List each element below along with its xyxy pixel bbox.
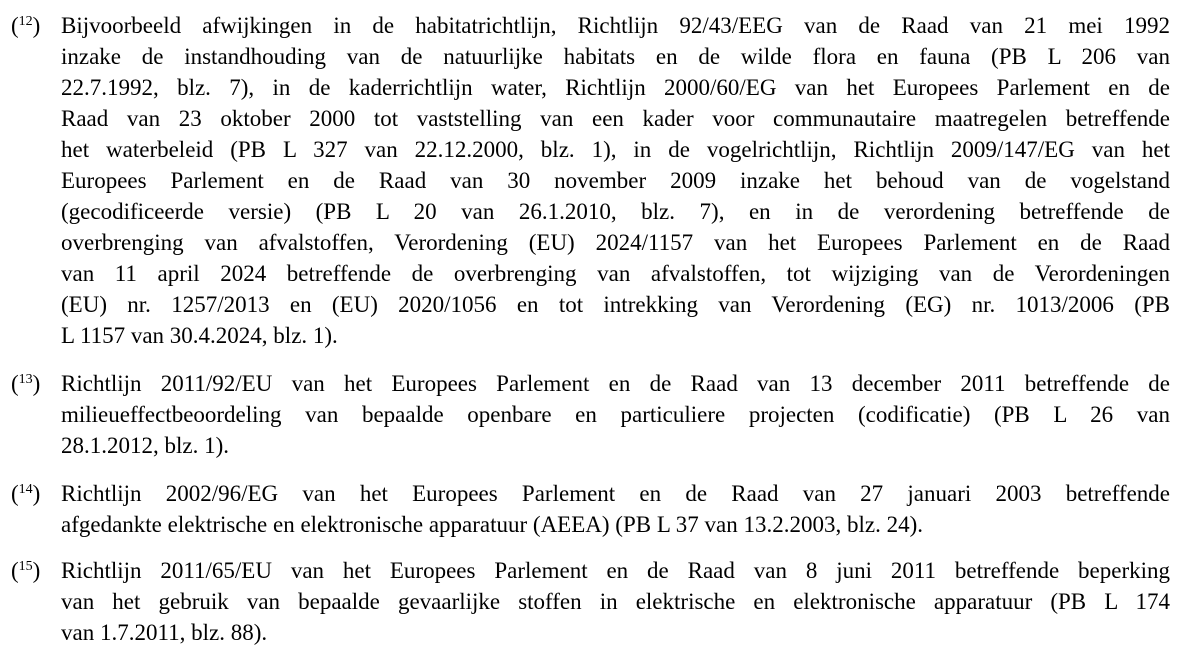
- footnote-number: 14: [18, 482, 33, 497]
- footnote-14: [0, 478, 1200, 540]
- footnote-line: inzake de instandhouding van de natuurlijke habitats en de wilde flora en fauna (PB L 206 van: [61, 44, 1170, 69]
- footnote-marker: ($^{12}$): [11, 13, 41, 38]
- footnote-text: [61, 555, 1170, 648]
- footnote-marker: ($^{14}$): [11, 481, 41, 506]
- footnote-line: Richtlijn 2011/65/EU van het Europees Parlement en de Raad van 8 juni 2011 betreffende beperking: [61, 558, 1170, 583]
- footnote-line: Europees Parlement en de Raad van 30 november 2009 inzake het behoud van de vogelstand: [61, 168, 1170, 193]
- footnote-line: Raad van 23 oktober 2000 tot vaststelling van een kader voor communautaire maatregelen betreffende: [61, 106, 1170, 131]
- footnote-line: L 1157 van 30.4.2024, blz. 1).: [61, 323, 338, 348]
- footnote-line: (EU) nr. 1257/2013 en (EU) 2020/1056 en tot intrekking van Verordening (EG) nr. 1013/2006 (PB: [61, 292, 1170, 317]
- footnote-13: [0, 368, 1200, 461]
- footnote-line: afgedankte elektrische en elektronische apparatuur (AEEA) (PB L 37 van 13.2.2003, blz. 24).: [61, 512, 923, 537]
- footnote-number: 12: [18, 14, 33, 29]
- footnote-line: van 11 april 2024 betreffende de overbrenging van afvalstoffen, tot wijziging van de Verordeningen: [61, 261, 1170, 286]
- footnote-15: [0, 555, 1200, 648]
- footnote-marker: ($^{15}$): [11, 558, 41, 583]
- footnote-line: 22.7.1992, blz. 7), in de kaderrichtlijn water, Richtlijn 2000/60/EG van het Europees Parlement en de: [61, 75, 1170, 100]
- footnote-number: 15: [18, 559, 33, 574]
- footnote-line: 28.1.2012, blz. 1).: [61, 433, 230, 458]
- footnote-line: overbrenging van afvalstoffen, Verordening (EU) 2024/1157 van het Europees Parlement en de Raad: [61, 230, 1170, 255]
- footnote-line: het waterbeleid (PB L 327 van 22.12.2000, blz. 1), in de vogelrichtlijn, Richtlijn 2009/147/EG van het: [61, 137, 1170, 162]
- footnote-text: [61, 368, 1170, 461]
- footnote-line: van 1.7.2011, blz. 88).: [61, 620, 268, 645]
- footnote-line: (gecodificeerde versie) (PB L 20 van 26.1.2010, blz. 7), en in de verordening betreffende de: [61, 199, 1170, 224]
- footnote-marker: ($^{13}$): [11, 371, 41, 396]
- footnote-line: milieueffectbeoordeling van bepaalde openbare en particuliere projecten (codificatie) (PB L 26 van: [61, 402, 1170, 427]
- footnote-line: Bijvoorbeeld afwijkingen in de habitatrichtlijn, Richtlijn 92/43/EEG van de Raad van 21 mei 1992: [61, 13, 1170, 38]
- footnote-12: [0, 10, 1200, 351]
- footnote-text: [61, 478, 1170, 540]
- footnote-number: 13: [18, 372, 33, 387]
- footnote-text: [61, 10, 1170, 351]
- footnote-line: Richtlijn 2002/96/EG van het Europees Parlement en de Raad van 27 januari 2003 betreffende: [61, 481, 1170, 506]
- footnote-line: van het gebruik van bepaalde gevaarlijke stoffen in elektrische en elektronische apparatuur (PB L 174: [61, 589, 1170, 614]
- footnote-line: Richtlijn 2011/92/EU van het Europees Parlement en de Raad van 13 december 2011 betreffende de: [61, 371, 1170, 396]
